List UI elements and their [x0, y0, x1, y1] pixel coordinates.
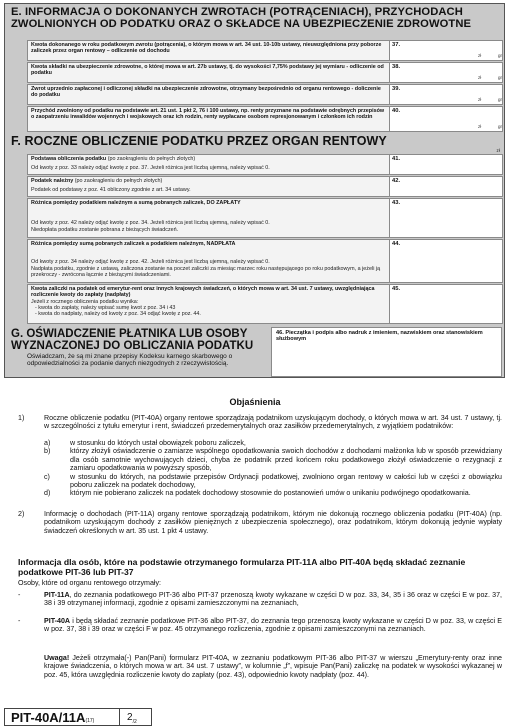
field-row-37 — [27, 40, 503, 61]
field-42-label: Podatek należny (po zaokrągleniu do pełnych złotych) Podatek od podstawy z poz. 41 obliczony zgodnie z art. 34 ustawy. — [28, 177, 390, 196]
section-g-statement: Oświadczam, że są mi znane przepisy Kodeksu karnego skarbowego o odpowiedzialności za podanie danych niezgodnych z rzeczywistością. — [27, 353, 233, 367]
info-item-pit40a: - PIT-40A i będą składać zeznanie podatkowe PIT-36 albo PIT-37, do zeznania tego przenoszą kwoty wykazane w części D w poz. 33, w części E w poz. 37, 38 i 39 oraz w części F w poz. 45 otrzymanego rozliczenia, zgodnie z opisami zamieszczonymi na zeznaniach. — [18, 617, 502, 634]
page-number: $2_{/2}$ — [127, 712, 137, 725]
field-44-input[interactable]: 44. — [390, 240, 502, 282]
field-row-41 — [27, 154, 503, 175]
footer-divider — [119, 709, 120, 725]
field-row-45 — [27, 284, 503, 324]
explanation-1-text: Roczne obliczenie podatku (PIT-40A) organy rentowe sporządzają podatnikom uzyskującym dochody, o których mowa w art. 34 ust. 7 ustawy, tj. w szczególności z tytułu emerytur i rent, świadczeń przedemerytalnych oraz zasiłków przedemerytalnych, z wyjątkiem podatników: — [44, 414, 502, 431]
field-42-input[interactable]: 42. — [390, 177, 502, 196]
form-frame — [4, 3, 505, 378]
section-g — [5, 326, 504, 378]
field-39-input[interactable]: 39. zł gr — [390, 85, 502, 104]
field-45-input[interactable]: 45. — [390, 285, 502, 323]
info-heading: Informacja dla osób, które na podstawie otrzymanego formularza PIT-11A albo PIT-40A będą składać zeznanie podatkowe PIT-36 lub PIT-37 — [18, 557, 466, 577]
field-row-43 — [27, 198, 503, 238]
explanation-2-text: Informację o dochodach (PIT-11A) organy rentowe sporządzają podatnikom, którym nie dokonują rocznego obliczenia podatku (PIT-40A) (np. podatnikom uzyskującym dochody z zasiłków pieniężnych z ubezpieczenia społecznego), oraz podatnikom, którym dokonują jedynie wypłaty świadczeń określonych w art. 35 ust. 1 pkt 4 ustawy. — [44, 510, 502, 535]
section-g-left — [5, 326, 271, 378]
form-footer — [4, 708, 152, 726]
field-46-signature[interactable]: 46. Pieczątka i podpis albo nadruk z imieniem, nazwiskiem oraz stanowiskiem służbowym — [271, 327, 502, 377]
explanations-title: Objaśnienia — [229, 397, 281, 407]
field-43-input[interactable]: 43. — [390, 199, 502, 237]
field-43-label: Różnica pomiędzy podatkiem należnym a sumą pobranych zaliczek, DO ZAPŁATY Od kwoty z poz. 42 należy odjąć kwotę z poz. 34. Jeżeli różnica jest liczbą ujemną, należy wpisać 0. Niedopłata podatku zostanie pobrana z bieżących świadczeń. — [28, 199, 390, 237]
section-e-title: E. INFORMACJA O DOKONANYCH ZWROTACH (POTRĄCENIACH), PRZYCHODACH ZWOLNIONYCH OD PODATKU ORAZ O SKŁADCE NA UBEZPIECZENIE ZDROWOTNE — [5, 4, 504, 38]
field-38-input[interactable]: 38. zł gr — [390, 63, 502, 82]
field-40-label: Przychód zwolniony od podatku na podstawie art. 21 ust. 1 pkt 2, 76 i 100 ustawy, np. renty przyznane na podstawie odrębnych przepisów o zaopatrzeniu inwalidów wojennych i wojskowych oraz ich rodzin, renty wypłacane osobom represjonowanym i członkom ich rodzin — [28, 107, 390, 131]
field-40-input[interactable]: 40. zł gr — [390, 107, 502, 131]
field-row-38 — [27, 62, 503, 83]
field-38-label: Kwota składki na ubezpieczenie zdrowotne, o której mowa w art. 27b ustawy, tj. do wysokości 7,75% podstawy jej wymiaru - odliczenie od podatku — [28, 63, 390, 82]
field-45-label: Kwota zaliczki na podatek od emerytur-rent oraz innych krajowych świadczeń, o których mowa w art. 34 ust. 7 ustawy, uwzględniająca rozliczenie kwoty do zapłaty (nadpłaty) Jeżeli z rocznego obliczenia podatku wynika: - kwota do zapłaty, należy wpisać sumę kwot z poz. 34 i 43 - kwota do nadpłaty, należy od kwoty z poz. 34 odjąć kwotę z poz. 44. — [28, 285, 390, 323]
explanation-2: 2) Informację o dochodach (PIT-11A) organy rentowe sporządzają podatnikom, którym nie dokonują rocznego obliczenia podatku (PIT-40A) (np. podatnikom uzyskującym dochody z zasiłków pieniężnych z ubezpieczenia społecznego), oraz podatnikom, którym dokonują jedynie wypłaty świadczeń określonych w art. 35 ust. 1 pkt 4 ustawy. — [18, 510, 502, 535]
field-39-label: Zwrot uprzednio zapłaconej i odliczonej składki na ubezpieczenie zdrowotne, otrzymany bezpośrednio od organu rentowego - doliczenie do podatku — [28, 85, 390, 104]
list-item: a) w stosunku do których ustał obowiązek poboru zaliczek, — [44, 439, 246, 447]
field-44-label: Różnica pomiędzy sumą pobranych zaliczek a podatkiem należnym, NADPŁATA Od kwoty z poz. 34 należy odjąć kwotę z poz. 42. Jeżeli różnica jest liczbą ujemną, należy wpisać 0. Nadpłata podatku, zgodnie z ustawą, zaliczona zostanie na poczet zaliczki za miesiąc marzec roku następującego po roku podatkowym, a jeżeli ją przekroczy - zwrócona łącznie z bieżącymi świadczeniami. — [28, 240, 390, 282]
field-41-label: Podstawa obliczenia podatku (po zaokrągleniu do pełnych złotych) Od kwoty z poz. 33 należy odjąć kwotę z poz. 37. Jeżeli różnica jest liczbą ujemną, należy wpisać 0. — [28, 155, 390, 174]
section-f — [5, 133, 504, 152]
field-row-44 — [27, 239, 503, 283]
info-lead: Osoby, które od organu rentowego otrzymały: — [18, 579, 161, 587]
info-item-pit11a: - PIT-11A, do zeznania podatkowego PIT-36 albo PIT-37 przenoszą kwoty wykazane w części D w poz. 33, 34, 35 i 36 oraz w części E w poz. 37, 38 i 39 otrzymanej informacji, zgodnie z opisami zamieszczonymi na zeznaniach, — [18, 591, 502, 608]
list-item: c) w stosunku do których, na podstawie przepisów Ordynacji podatkowej, zwolniono organ rentowy w całości lub w części z obowiązku poboru zaliczek na podatek dochodowy, — [44, 472, 502, 490]
form-code: PIT-40A/11A(17) — [11, 710, 95, 725]
field-41-input[interactable]: 41. — [390, 155, 502, 174]
explanation-1: 1) Roczne obliczenie podatku (PIT-40A) organy rentowe sporządzają podatnikom uzyskującym dochody, o których mowa w art. 34 ust. 7 ustawy, tj. w szczególności z tytułu emerytur i rent, świadczeń przedemerytalnych oraz zasiłków przedemerytalnych, z wyjątkiem podatników: a) w stosunku do których ustał obowiązek poboru zaliczek, b) którzy złożyli oświadczenie o zamiarze wspólnego opodatkowania swoich dochodów z dochodami małżonka lub w sposób przewidziany dla osób samotnie wychowujących dzieci, chyba że podatnik przed końcem roku podatkowego złożył oświadczenie o rezygnacji z zamiaru opodatkowania w powyższy sposób, c) w stosunku do których, na podstawie przepisów Ordynacji podatkowej, zwolniono organ rentowy w całości lub w części z obowiązku poboru zaliczek na podatek dochodowy, d) którym nie pobierano zaliczek na podatek dochodowy stosownie do postanowień umów o unikaniu podwójnego opodatkowania. — [18, 414, 502, 498]
info-note: Uwaga! Jeżeli otrzymała(-) Pan(Pani) formularz PIT-40A, w zeznaniu podatkowym PIT-36 albo PIT-37 w wierszu „Emerytury-renty oraz inne krajowe świadczenia, o których mowa w art. 34 ust. 7 ustawy”, w kolumnie „f”, wpisuje Pan(Pani) zaliczkę na podatek w wysokości wykazanej w poz. 45, która uwzględnia rozliczenie kwoty do zapłaty (poz. 43), odpowiednio kwoty nadpłaty (poz. 44). — [44, 654, 502, 679]
section-f-title: F. ROCZNE OBLICZENIE PODATKU PRZEZ ORGAN RENTOWY zł — [5, 133, 504, 152]
field-37-label: Kwota dokonanego w roku podatkowym zwrotu (potrącenia), o którym mowa w art. 34 ust. 10-10b ustawy, nieuwzględniona przy poborze zaliczek przez organ rentowy – odliczenie od dochodu — [28, 41, 390, 60]
field-37-input[interactable]: 37. zł gr — [390, 41, 502, 60]
field-row-39 — [27, 84, 503, 105]
field-row-42 — [27, 176, 503, 197]
section-g-title: G. OŚWIADCZENIE PŁATNIKA LUB OSOBY WYZNACZONEJ DO OBLICZANIA PODATKU — [11, 328, 254, 352]
field-row-40 — [27, 106, 503, 132]
list-item: b) którzy złożyli oświadczenie o zamiarze wspólnego opodatkowania swoich dochodów z dochodami małżonka lub w sposób przewidziany dla osób samotnie wychowujących dzieci, chyba że podatnik przed końcem roku podatkowego złożył oświadczenie o rezygnacji z zamiaru opodatkowania w powyższy sposób, — [44, 447, 502, 473]
list-item: d) którym nie pobierano zaliczek na podatek dochodowy stosownie do postanowień umów o unikaniu podwójnego opodatkowania. — [44, 489, 471, 498]
explanation-1-list — [44, 439, 502, 498]
